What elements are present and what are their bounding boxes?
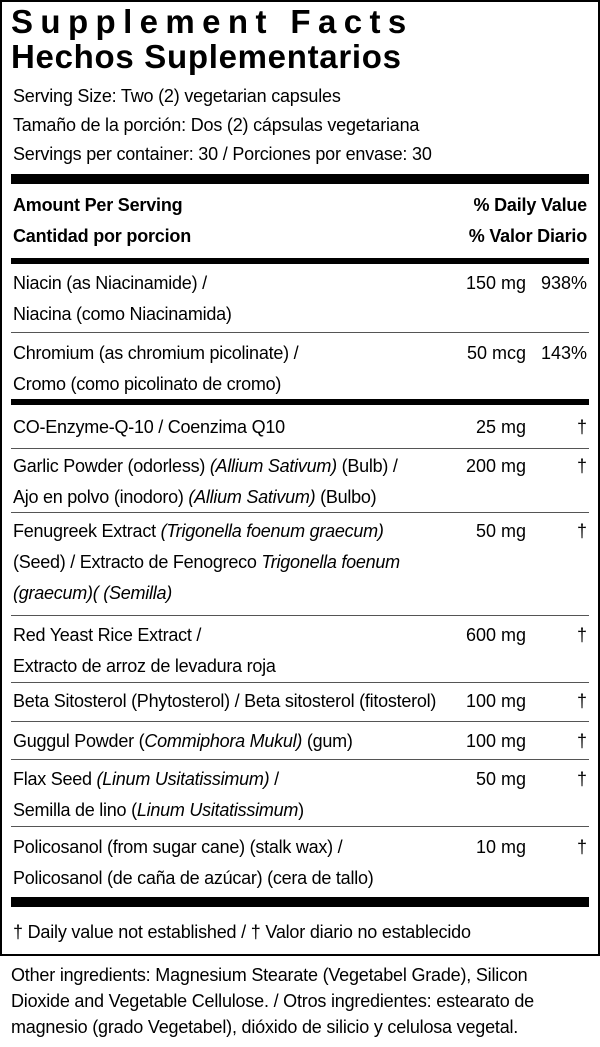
divider-thin [11,448,589,449]
ingredient-amount: 25 mg [475,417,526,437]
ingredient-amount: 150 mg [465,273,526,293]
ingredient-daily-value: † [576,837,587,857]
ingredient-name-line: Policosanol (de caña de azúcar) (cera de tallo) [13,868,374,888]
divider-thin [11,615,589,616]
ingredient-name-line: Guggul Powder (Commiphora Mukul) (gum) [13,731,353,751]
ingredient-daily-value: † [576,456,587,476]
ingredient-amount: 100 mg [465,731,526,751]
ingredient-daily-value: † [576,769,587,789]
ingredient-name-line: Ajo en polvo (inodoro) (Allium Sativum) (Bulbo) [13,487,377,507]
ingredient-name-line: Niacina (como Niacinamida) [13,304,232,324]
ingredient-amount: 50 mcg [466,343,526,363]
servings-per-container: Servings per container: 30 / Porciones por envase: 30 [13,144,432,164]
ingredient-daily-value: † [576,691,587,711]
ingredient-name-line: Beta Sitosterol (Phytosterol) / Beta sitosterol (fitosterol) [13,691,437,711]
divider-medium [11,258,589,264]
daily-value-es: % Valor Diario [468,226,587,246]
ingredient-name-line: Garlic Powder (odorless) (Allium Sativum) (Bulb) / [13,456,398,476]
ingredient-name-line: Fenugreek Extract (Trigonella foenum graecum) [13,521,384,541]
divider-thin [11,759,589,760]
ingredient-name-line: Policosanol (from sugar cane) (stalk wax) / [13,837,343,857]
divider-thick [11,174,589,184]
divider-thin [11,826,589,827]
title-spanish: Hechos Suplementarios [11,38,402,75]
ingredient-daily-value: † [576,625,587,645]
divider-thin [11,332,589,333]
ingredient-name-line: Extracto de arroz de levadura roja [13,656,276,676]
amount-per-serving-en: Amount Per Serving [13,195,183,215]
ingredient-daily-value: 938% [540,273,587,293]
ingredient-amount: 50 mg [475,521,526,541]
divider-thin [11,512,589,513]
divider-thin [11,682,589,683]
daily-value-en: % Daily Value [473,195,587,215]
divider-medium [11,399,589,405]
amount-per-serving-es: Cantidad por porcion [13,226,191,246]
ingredient-name-line: Chromium (as chromium picolinate) / [13,343,299,363]
ingredient-amount: 100 mg [465,691,526,711]
divider-thin [11,721,589,722]
ingredient-amount: 600 mg [465,625,526,645]
serving-size-en: Serving Size: Two (2) vegetarian capsules [13,86,341,106]
ingredient-daily-value: † [576,417,587,437]
ingredient-amount: 200 mg [465,456,526,476]
ingredient-name-line: Red Yeast Rice Extract / [13,625,202,645]
ingredient-name-line: Semilla de lino (Linum Usitatissimum) [13,800,304,820]
ingredient-daily-value: † [576,731,587,751]
ingredient-name-line: Niacin (as Niacinamide) / [13,273,207,293]
ingredient-name-line: (graecum)( (Semilla) [13,583,173,603]
other-ingredients-line: Other ingredients: Magnesium Stearate (Vegetabel Grade), Silicon [11,965,528,985]
other-ingredients-line: magnesio (grado Vegetabel), dióxido de silicio y celulosa vegetal. [11,1017,519,1037]
ingredient-amount: 10 mg [475,837,526,857]
ingredient-name-line: Cromo (como picolinato de cromo) [13,374,282,394]
footnote: † Daily value not established / † Valor diario no establecido [13,922,471,942]
ingredient-name-line: Flax Seed (Linum Usitatissimum) / [13,769,279,789]
ingredient-name-line: CO-Enzyme-Q-10 / Coenzima Q10 [13,417,285,437]
other-ingredients-line: Dioxide and Vegetable Cellulose. / Otros ingredientes: estearato de [11,991,534,1011]
other-ingredients [11,962,592,1040]
ingredient-daily-value: 143% [540,343,587,363]
ingredient-daily-value: † [576,521,587,541]
ingredient-name-line: (Seed) / Extracto de Fenogreco Trigonella foenum [13,552,400,572]
title-english: Supplement Facts [11,3,414,40]
divider-thick-bottom [11,897,589,907]
serving-size-es: Tamaño de la porción: Dos (2) cápsulas vegetariana [13,115,420,135]
ingredient-amount: 50 mg [475,769,526,789]
